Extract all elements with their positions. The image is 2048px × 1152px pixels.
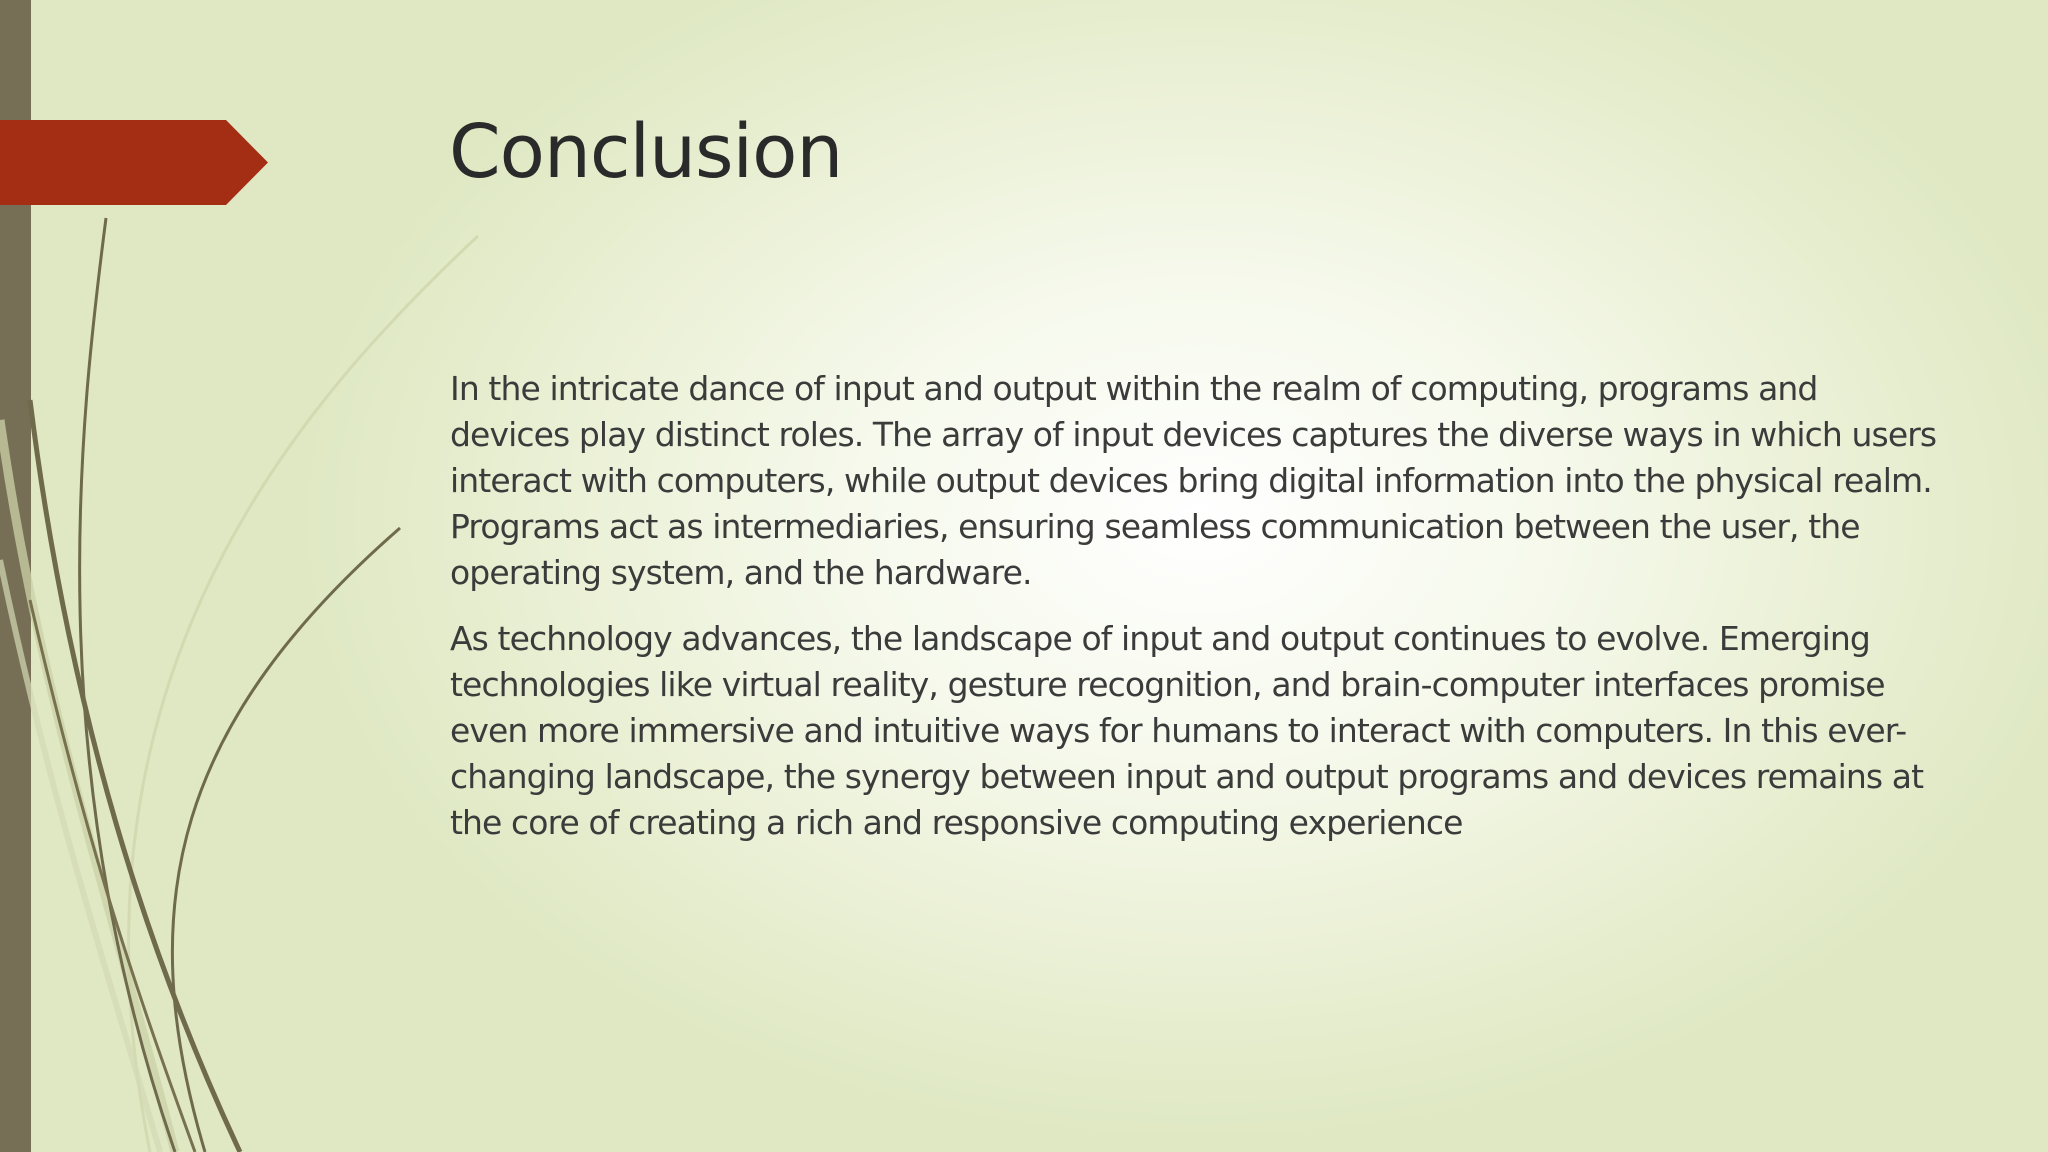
title-accent-tab xyxy=(0,120,268,205)
body-paragraph-2: As technology advances, the landscape of input and output continues to evolve. Emerging technologies like virtual reality, gesture recognition, and brain-computer interfaces promise even more immersive and intuitive ways for humans to interact with computers. In this ever-changing landscape, the synergy between input and output programs and devices remains at the core of creating a rich and responsive computing experience xyxy=(450,619,1924,842)
slide-title: Conclusion xyxy=(449,109,843,195)
body-paragraph-1: In the intricate dance of input and output within the realm of computing, programs and devices play distinct roles. The array of input devices captures the diverse ways in which users interact with computers, while output devices bring digital information into the physical realm. Programs act as intermediaries, ensuring seamless communication between the user, the operating system, and the hardware. xyxy=(450,369,1937,592)
slide-body xyxy=(450,366,1940,866)
